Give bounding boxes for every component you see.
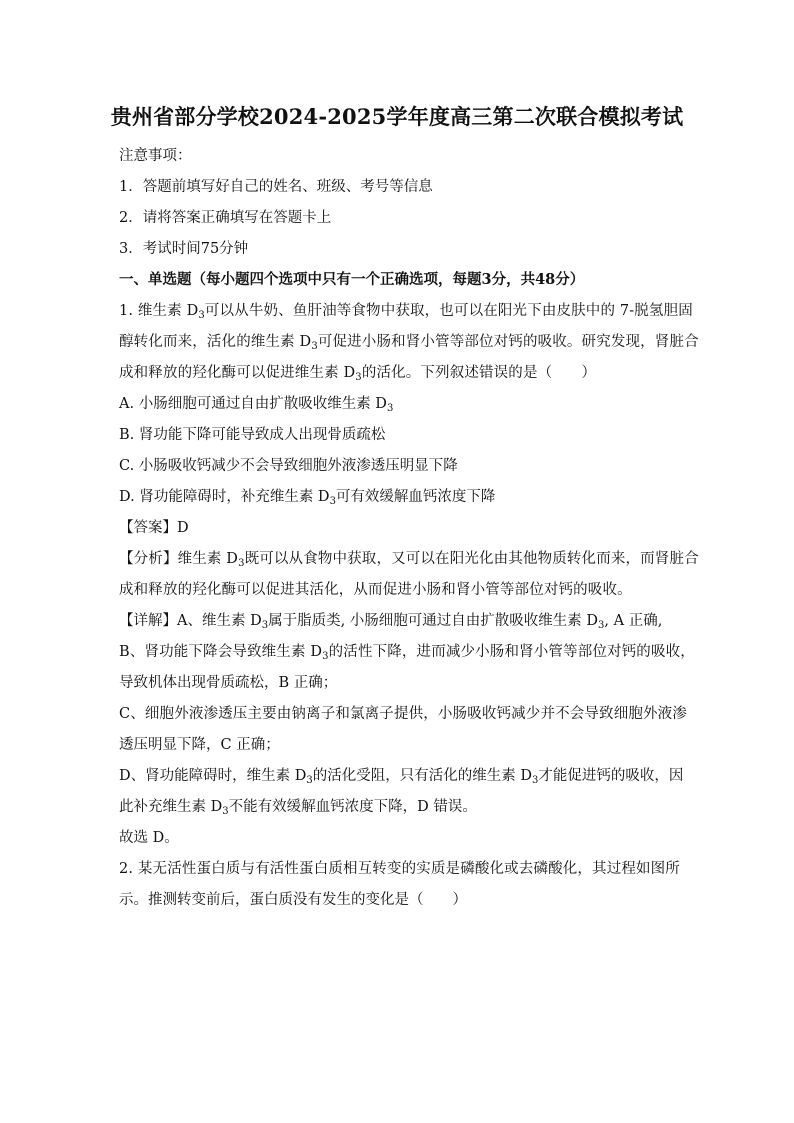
text-run: B、肾功能下降会导致维生素 D	[119, 644, 323, 660]
q1-detail-line-2	[119, 641, 695, 663]
q1-option-c	[119, 455, 458, 477]
subscript: 3	[238, 558, 245, 569]
q1-stem-line-1	[119, 300, 693, 322]
text-run: D. 肾功能障碍时，补充维生素 D	[119, 489, 330, 505]
q1-detail-line-6	[119, 765, 683, 787]
text-run: 不能有效缓解血钙浓度下降，D 错误。	[228, 799, 477, 815]
q1-stem-line-2	[119, 331, 699, 353]
q2-stem-line-1: 2. 某无活性蛋白质与有活性蛋白质相互转变的实质是磷酸化或去磷酸化，其过程如图所	[119, 861, 680, 877]
text-run: 成和释放的羟化酶可以促进维生素 D	[119, 365, 356, 381]
text-run: 既可以从食物中获取，又可以在阳光化由其他物质转化而来，而肾脏合	[244, 551, 699, 567]
text-run: , A 正确,	[604, 613, 663, 629]
q1-detail-line-4	[119, 703, 687, 725]
q1-detail-line-1	[119, 610, 662, 632]
text-run: 此补充维生素 D	[119, 799, 223, 815]
text-run: 可促进小肠和肾小管等部位对钙的吸收。研究发现，肾脏合	[317, 334, 699, 350]
text-run: 的活化受阻，只有活化的维生素 D	[312, 768, 532, 784]
q1-option-d	[119, 486, 495, 508]
notice-item-1: 1．答题前填写好自己的姓名、班级、考号等信息	[119, 179, 433, 195]
q1-detail-line-7	[119, 796, 477, 818]
subscript: 3	[322, 651, 329, 662]
text-run: D、肾功能障碍时，维生素 D	[119, 768, 307, 784]
subscript: 3	[598, 620, 605, 631]
exam-title: 贵州省部分学校2024-2025学年度高三第二次联合模拟考试	[110, 104, 684, 129]
subscript: 3	[311, 341, 318, 352]
text-run: A. 小肠细胞可通过自由扩散吸收维生素 D	[119, 396, 387, 412]
q1-option-a	[119, 393, 393, 415]
subscript: 3	[261, 620, 269, 631]
notice-item-3: 3．考试时间75分钟	[119, 241, 249, 257]
subscript: 3	[198, 310, 205, 321]
text-run: 导致机体出现骨质疏松，B 正确；	[119, 675, 338, 691]
text-run: 成和释放的羟化酶可以促进其活化，从而促进小肠和肾小管等部位对钙的吸收。	[119, 582, 632, 598]
q1-stem-line-3	[119, 362, 596, 384]
text-run: 的活性下降，进而减少小肠和肾小管等部位对钙的吸收，	[328, 644, 695, 660]
q1-option-b	[119, 424, 385, 446]
subscript: 3	[329, 496, 336, 507]
text-run: 可有效缓解血钙浓度下降	[335, 489, 496, 505]
text-run: 透压明显下降，C 正确；	[119, 737, 280, 753]
text-run: 1. 维生素 D	[119, 303, 199, 319]
q1-detail-line-5	[119, 734, 280, 756]
text-run: 的活化。下列叙述错误的是（ ）	[361, 365, 597, 381]
section-heading: 一、单选题（每小题四个选项中只有一个正确选项，每题3分，共48分）	[119, 271, 585, 288]
text-run: 属于脂质类, 小肠细胞可通过自由扩散吸收维生素 D	[268, 613, 599, 629]
q2-stem-line-2: 示。推测转变前后，蛋白质没有发生的变化是（ ）	[119, 892, 467, 908]
notice-heading: 注意事项：	[119, 148, 192, 164]
text-run: B. 肾功能下降可能导致成人出现骨质疏松	[119, 427, 386, 443]
subscript: 3	[355, 372, 362, 383]
text-run: 【分析】维生素 D	[119, 551, 239, 567]
text-run: 才能促进钙的吸收，因	[538, 768, 684, 784]
subscript: 3	[386, 403, 394, 414]
q1-conclusion: 故选 D。	[119, 830, 179, 846]
text-run: 可以从牛奶、鱼肝油等食物中获取，也可以在阳光下由皮肤中的 7-脱氢胆固	[204, 303, 693, 319]
text-run: 【详解】A、维生素 D	[119, 613, 262, 629]
text-run: C、细胞外液渗透压主要由钠离子和氯离子提供，小肠吸收钙减少并不会导致细胞外液渗	[119, 706, 687, 722]
subscript: 3	[222, 806, 229, 817]
q1-analysis-line-1	[119, 548, 699, 570]
q1-answer: 【答案】D	[119, 520, 189, 536]
text-run: 醇转化而来，活化的维生素 D	[119, 334, 312, 350]
q1-analysis-line-2	[119, 579, 632, 601]
subscript: 3	[306, 775, 313, 786]
subscript: 3	[531, 775, 539, 786]
notice-item-2: 2．请将答案正确填写在答题卡上	[119, 210, 332, 226]
q1-detail-line-3	[119, 672, 337, 694]
text-run: C. 小肠吸收钙减少不会导致细胞外液渗透压明显下降	[119, 458, 458, 474]
